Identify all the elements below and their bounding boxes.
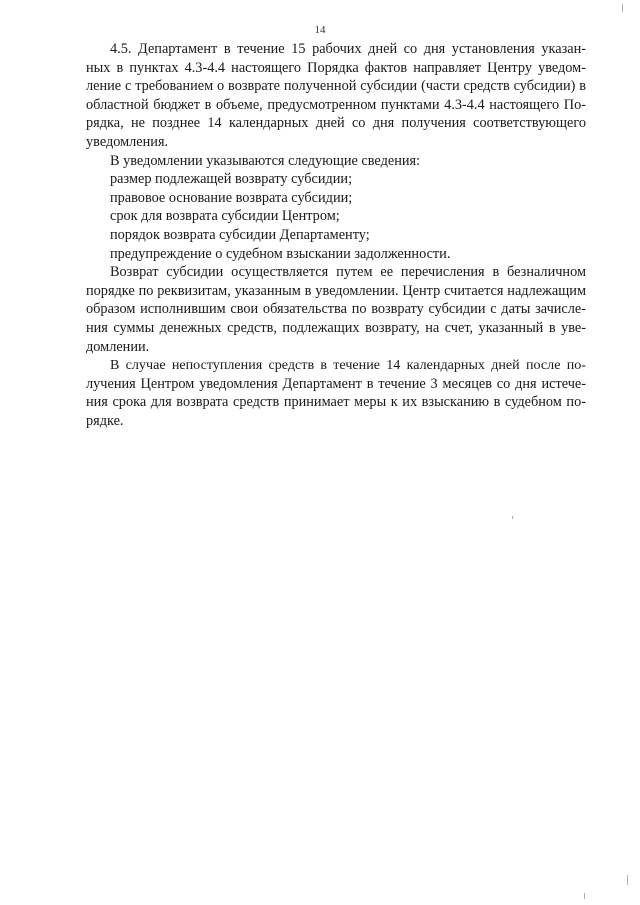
text-line: ных в пунктах 4.3-4.4 настоящего Порядка фактов направляет Центру уведом-	[86, 59, 586, 76]
text-line: порядке по реквизитам, указанным в уведомлении. Центр считается надлежащим	[86, 282, 586, 299]
text-line: Возврат субсидии осуществляется путем ее перечисления в безналичном	[110, 264, 586, 281]
text-line: областной бюджет в объеме, предусмотренном пунктами 4.3-4.4 настоящего По-	[86, 96, 586, 113]
text-line: порядок возврата субсидии Департаменту;	[110, 226, 370, 243]
document-body	[86, 40, 586, 430]
text-line: В уведомлении указываются следующие сведения:	[110, 152, 421, 169]
text-line: ния срока для возврата средств принимает меры к их взысканию в судебном по-	[86, 394, 586, 411]
text-line: ление с требованием о возврате полученной субсидии (части средств субсидии) в	[86, 78, 586, 95]
text-line: рядке.	[86, 412, 124, 429]
text-line: уведомления.	[86, 133, 169, 150]
text-line: предупреждение о судебном взыскании задолженности.	[110, 245, 451, 262]
text-line: ния суммы денежных средств, подлежащих возврату, на счет, указанный в уве-	[86, 319, 586, 336]
text-line: образом исполнившим свои обязательства по возврату субсидии с даты зачисле-	[86, 301, 586, 318]
text-line: рядка, не позднее 14 календарных дней со дня получения соответствующего	[86, 115, 586, 132]
scan-artifact	[622, 4, 623, 12]
scan-artifact	[512, 516, 513, 519]
text-line: срок для возврата субсидии Центром;	[110, 208, 340, 225]
text-line: домлении.	[86, 338, 150, 355]
text-line: В случае непоступления средств в течение 14 календарных дней после по-	[110, 357, 586, 374]
scan-artifact	[584, 893, 585, 899]
text-line: правовое основание возврата субсидии;	[110, 189, 353, 206]
text-line: лучения Центром уведомления Департамент в течение 3 месяцев со дня истече-	[86, 375, 586, 392]
text-line: размер подлежащей возврату субсидии;	[110, 171, 353, 188]
page-number: 14	[314, 24, 326, 36]
text-line: 4.5. Департамент в течение 15 рабочих дней со дня установления указан-	[110, 41, 586, 57]
scan-artifact	[627, 875, 628, 885]
